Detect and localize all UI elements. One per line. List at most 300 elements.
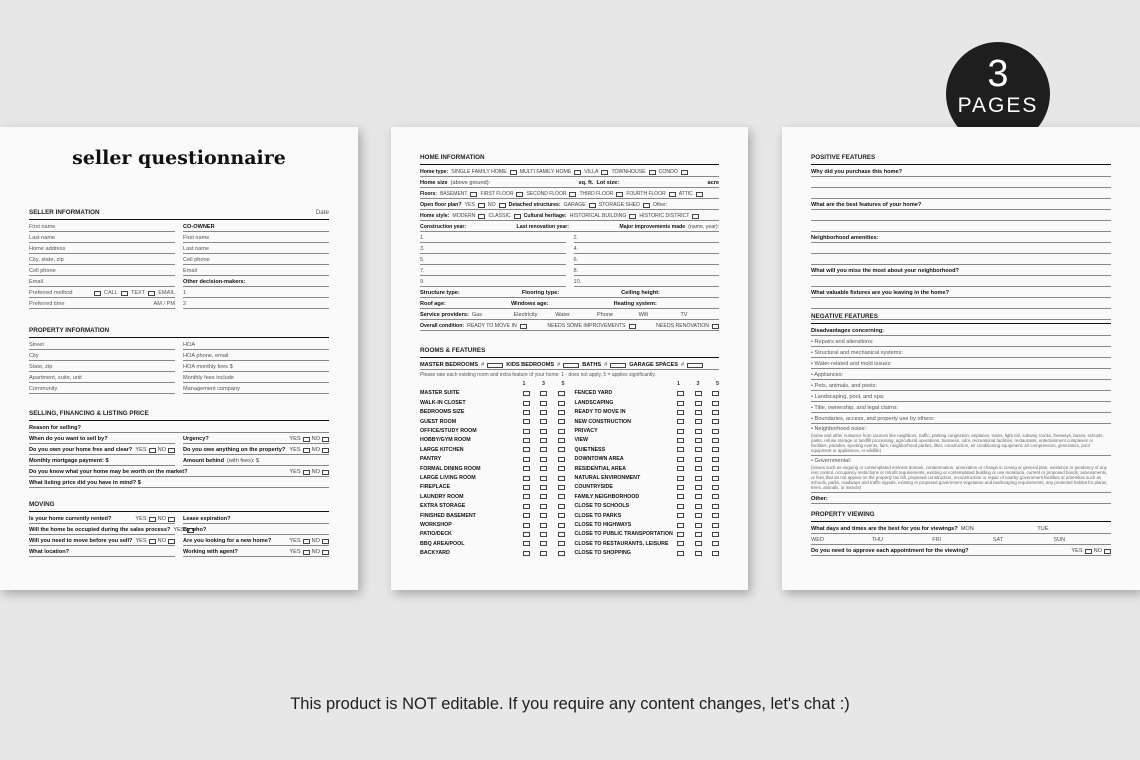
rating-checkbox[interactable] xyxy=(540,551,547,556)
rating-checkbox[interactable] xyxy=(695,513,702,518)
feature-row xyxy=(575,539,720,548)
badge-label: PAGES xyxy=(957,94,1039,117)
feature-label: FENCED YARD xyxy=(574,390,613,397)
field[interactable]: Reason for selling? xyxy=(29,422,329,433)
rating-checkbox[interactable] xyxy=(523,551,530,556)
home-size-row[interactable]: Home size (above ground): sq. ft. Lot size: acre xyxy=(420,177,719,188)
checkbox[interactable] xyxy=(478,203,485,208)
rating-checkbox[interactable] xyxy=(558,419,565,424)
feature-label: CLOSE TO SHOPPING xyxy=(574,550,631,557)
feature-label: FINISHED BASEMENT xyxy=(420,512,476,519)
improvement-line[interactable]: 6. xyxy=(574,254,720,265)
rating-checkbox[interactable] xyxy=(712,541,719,546)
checkbox[interactable] xyxy=(643,203,650,208)
checkbox[interactable] xyxy=(470,192,477,197)
improvement-line[interactable]: 10. xyxy=(574,276,720,287)
rating-note: Please rate each existing room and extra feature of your home: 1 - does not apply, 5 = applies significantly. xyxy=(420,371,656,378)
feature-label: FIREPLACE xyxy=(420,484,451,491)
field[interactable]: City, state, zip xyxy=(29,254,175,265)
governmental-label: • Governmental: xyxy=(811,457,852,464)
other-field[interactable]: Other: xyxy=(811,493,1111,504)
property-information-section xyxy=(29,327,329,394)
rating-checkbox[interactable] xyxy=(523,541,530,546)
rating-checkbox[interactable] xyxy=(677,429,684,434)
field[interactable]: Cell phone xyxy=(183,254,329,265)
rating-checkbox[interactable] xyxy=(677,457,684,462)
rating-checkbox[interactable] xyxy=(558,457,565,462)
section-heading: SELLING, FINANCING & LISTING PRICE xyxy=(29,410,329,421)
section-heading: PROPERTY VIEWING xyxy=(811,511,1111,522)
rating-checkbox[interactable] xyxy=(677,476,684,481)
feature-row xyxy=(575,483,720,492)
feature-label: WORKSHOP xyxy=(420,521,452,528)
move-before-field: Will you need to move before you sell? YES NO xyxy=(29,535,175,546)
rating-checkbox[interactable] xyxy=(712,410,719,415)
rating-checkbox[interactable] xyxy=(677,391,684,396)
rating-checkbox[interactable] xyxy=(558,438,565,443)
field[interactable]: HOA monthly fees $ xyxy=(183,361,329,372)
checkbox[interactable] xyxy=(681,170,688,175)
rating-checkbox[interactable] xyxy=(540,429,547,434)
rating-checkbox[interactable] xyxy=(695,523,702,528)
field[interactable]: First name xyxy=(29,221,175,232)
rating-checkbox[interactable] xyxy=(558,401,565,406)
agent-field: Working with agent? YES NO xyxy=(183,546,329,557)
feature-row xyxy=(575,492,720,501)
field[interactable]: Street xyxy=(29,339,175,350)
rating-checkbox[interactable] xyxy=(677,551,684,556)
checkbox[interactable] xyxy=(322,550,329,555)
field[interactable]: HOA phone, email xyxy=(183,350,329,361)
checkbox[interactable] xyxy=(303,448,310,453)
checkbox[interactable] xyxy=(692,214,699,219)
improvement-line[interactable]: 9. xyxy=(420,276,566,287)
rating-checkbox[interactable] xyxy=(523,532,530,537)
rating-checkbox[interactable] xyxy=(523,523,530,528)
rating-checkbox[interactable] xyxy=(677,438,684,443)
answer-line[interactable] xyxy=(811,243,1111,254)
structure-row[interactable]: Structure type: Flooring type: Ceiling height: xyxy=(420,287,719,298)
rating-checkbox[interactable] xyxy=(558,504,565,509)
rating-checkbox[interactable] xyxy=(677,513,684,518)
checkbox[interactable] xyxy=(94,291,101,296)
own-free-field: Do you own your home free and clear? YES NO xyxy=(29,444,175,455)
rating-checkbox[interactable] xyxy=(712,419,719,424)
rating-checkbox[interactable] xyxy=(540,494,547,499)
section-heading: SELLER INFORMATION Date xyxy=(29,209,329,220)
feature-row xyxy=(575,530,720,539)
rating-checkbox[interactable] xyxy=(695,541,702,546)
construction-row[interactable]: Construction year: Last renovation year: Major improvements made (name, year): xyxy=(420,221,719,232)
other-decision-makers-label: Other decision-makers: xyxy=(183,276,329,287)
disadvantage-line[interactable]: • Title, ownership, and legal claims: xyxy=(811,402,1111,413)
rating-checkbox[interactable] xyxy=(677,494,684,499)
rooms-count-row[interactable]: MASTER BEDROOMS # KIDS BEDROOMS # BATHS # GARAGE SPACES # xyxy=(420,359,719,370)
disadvantage-line[interactable]: • Appliances: xyxy=(811,369,1111,380)
checkbox[interactable] xyxy=(303,470,310,475)
feature-label: LARGE KITCHEN xyxy=(420,446,464,453)
improvement-line[interactable]: 7. xyxy=(420,265,566,276)
rating-checkbox[interactable] xyxy=(523,391,530,396)
feature-row xyxy=(575,502,720,511)
disadvantage-line[interactable]: • Structural and mechanical systems: xyxy=(811,347,1111,358)
question[interactable]: Why did you purchase this home? xyxy=(811,166,1111,177)
feature-label: NEW CONSTRUCTION xyxy=(574,418,631,425)
checkbox[interactable] xyxy=(149,539,156,544)
scale-header: 1 3 5 xyxy=(677,381,719,388)
rooms-grid xyxy=(420,380,719,558)
checkbox[interactable] xyxy=(478,214,485,219)
checkbox[interactable] xyxy=(322,448,329,453)
feature-row xyxy=(420,455,565,464)
checkbox[interactable] xyxy=(629,214,636,219)
rating-checkbox[interactable] xyxy=(677,504,684,509)
checkbox[interactable] xyxy=(589,203,596,208)
checkbox[interactable] xyxy=(574,170,581,175)
rating-checkbox[interactable] xyxy=(695,419,702,424)
checkbox[interactable] xyxy=(303,437,310,442)
rating-checkbox[interactable] xyxy=(695,476,702,481)
rating-checkbox[interactable] xyxy=(712,476,719,481)
field[interactable]: Community xyxy=(29,383,175,394)
feature-row xyxy=(420,445,565,454)
section-heading: PROPERTY INFORMATION xyxy=(29,327,329,338)
rating-checkbox[interactable] xyxy=(540,532,547,537)
improvement-line[interactable]: 2. xyxy=(574,232,720,243)
preferred-time-field[interactable]: Preferred time AM / PM xyxy=(29,298,175,309)
rating-checkbox[interactable] xyxy=(540,410,547,415)
rating-checkbox[interactable] xyxy=(523,494,530,499)
feature-label: PRIVACY xyxy=(574,428,598,435)
rating-checkbox[interactable] xyxy=(540,466,547,471)
disadvantage-line[interactable]: • Water-related and mold issues: xyxy=(811,358,1111,369)
rating-checkbox[interactable] xyxy=(712,523,719,528)
rating-checkbox[interactable] xyxy=(712,466,719,471)
urgency-field: Urgency? YES NO xyxy=(183,433,329,444)
rating-checkbox[interactable] xyxy=(712,447,719,452)
viewing-days-row-1[interactable]: What days and times are the best for you for viewings? MON TUE xyxy=(811,523,1111,534)
field[interactable]: What listing price did you have in mind? $ xyxy=(29,477,329,488)
checkbox[interactable] xyxy=(1085,549,1092,554)
checkbox[interactable] xyxy=(616,192,623,197)
section-heading: MOVING xyxy=(29,501,329,512)
rating-checkbox[interactable] xyxy=(677,532,684,537)
checkbox[interactable] xyxy=(149,517,156,522)
rating-checkbox[interactable] xyxy=(540,401,547,406)
feature-row xyxy=(575,427,720,436)
rating-checkbox[interactable] xyxy=(523,410,530,415)
rating-checkbox[interactable] xyxy=(712,494,719,499)
rating-checkbox[interactable] xyxy=(540,419,547,424)
rating-checkbox[interactable] xyxy=(540,513,547,518)
question[interactable]: What will you miss the most about your neighborhood? xyxy=(811,265,1111,276)
rating-checkbox[interactable] xyxy=(523,438,530,443)
checkbox[interactable] xyxy=(322,437,329,442)
rating-checkbox[interactable] xyxy=(540,504,547,509)
rating-checkbox[interactable] xyxy=(712,513,719,518)
field[interactable]: What location? xyxy=(29,546,175,557)
rating-checkbox[interactable] xyxy=(695,391,702,396)
rating-checkbox[interactable] xyxy=(558,523,565,528)
rating-checkbox[interactable] xyxy=(695,429,702,434)
feature-label: COUNTRYSIDE xyxy=(574,484,613,491)
feature-label: READY TO MOVE IN xyxy=(574,409,626,416)
checkbox[interactable] xyxy=(168,517,175,522)
selling-section xyxy=(29,410,329,488)
disadvantage-line[interactable]: • Boundaries, access, and property use by others: xyxy=(811,413,1111,424)
rating-checkbox[interactable] xyxy=(695,438,702,443)
scale-header: 1 3 5 xyxy=(522,381,565,388)
field[interactable]: Management company xyxy=(183,383,329,394)
field[interactable]: Home address xyxy=(29,243,175,254)
feature-row xyxy=(420,398,565,407)
feature-row xyxy=(575,408,720,417)
improvement-line[interactable]: 3. xyxy=(420,243,566,254)
rating-checkbox[interactable] xyxy=(540,485,547,490)
field[interactable]: Apartment, suite, unit xyxy=(29,372,175,383)
checkbox[interactable] xyxy=(148,291,155,296)
rating-checkbox[interactable] xyxy=(712,401,719,406)
rating-checkbox[interactable] xyxy=(523,504,530,509)
home-style-row: Home style: MODERN CLASSIC Cultural heritage: HISTORICAL BUILDING HISTORIC DISTRICT xyxy=(420,210,719,221)
rating-checkbox[interactable] xyxy=(558,466,565,471)
rating-checkbox[interactable] xyxy=(540,541,547,546)
checkbox[interactable] xyxy=(514,214,521,219)
improvement-line[interactable]: 5. xyxy=(420,254,566,265)
rating-checkbox[interactable] xyxy=(677,419,684,424)
rating-checkbox[interactable] xyxy=(712,391,719,396)
rating-checkbox[interactable] xyxy=(695,447,702,452)
checkbox[interactable] xyxy=(168,539,175,544)
checkbox[interactable] xyxy=(322,470,329,475)
checkbox[interactable] xyxy=(629,324,636,329)
rating-checkbox[interactable] xyxy=(712,457,719,462)
rating-checkbox[interactable] xyxy=(677,541,684,546)
open-floor-row: Open floor plan? YES NO Detached structures: GARAGE STORAGE SHED Other: xyxy=(420,199,719,210)
checkbox[interactable] xyxy=(669,192,676,197)
rating-checkbox[interactable] xyxy=(677,523,684,528)
checkbox[interactable] xyxy=(149,448,156,453)
rating-checkbox[interactable] xyxy=(695,410,702,415)
feature-label: RESIDENTIAL AREA xyxy=(574,465,627,472)
field[interactable]: Last name xyxy=(183,243,329,254)
field[interactable]: Monthly mortgage payment: $ xyxy=(29,455,175,466)
rating-checkbox[interactable] xyxy=(523,419,530,424)
feature-row xyxy=(575,417,720,426)
rating-checkbox[interactable] xyxy=(695,551,702,556)
feature-label: BBQ AREA/POOL xyxy=(420,540,465,547)
negative-features-section xyxy=(811,313,1111,504)
answer-line[interactable] xyxy=(811,221,1111,232)
feature-label: PATIO/DECK xyxy=(420,531,452,538)
feature-row xyxy=(575,511,720,520)
service-providers-row[interactable]: Service providers: Gas Electricity Water Phone Wifi TV xyxy=(420,309,719,320)
checkbox[interactable] xyxy=(303,550,310,555)
feature-row xyxy=(420,520,565,529)
checkbox[interactable] xyxy=(649,170,656,175)
field[interactable]: By who? xyxy=(183,524,329,535)
rating-checkbox[interactable] xyxy=(523,401,530,406)
checkbox[interactable] xyxy=(516,192,523,197)
feature-label: BACKYARD xyxy=(420,550,450,557)
feature-label: LAUNDRY ROOM xyxy=(420,493,464,500)
field[interactable]: City xyxy=(29,350,175,361)
rating-checkbox[interactable] xyxy=(540,523,547,528)
seller-information-section xyxy=(29,209,329,309)
rating-checkbox[interactable] xyxy=(523,513,530,518)
field[interactable]: 1 xyxy=(183,287,329,298)
answer-line[interactable] xyxy=(811,276,1111,287)
rating-checkbox[interactable] xyxy=(558,429,565,434)
rating-checkbox[interactable] xyxy=(695,401,702,406)
rating-checkbox[interactable] xyxy=(558,485,565,490)
rating-checkbox[interactable] xyxy=(695,494,702,499)
rating-checkbox[interactable] xyxy=(540,476,547,481)
rating-checkbox[interactable] xyxy=(523,485,530,490)
rating-checkbox[interactable] xyxy=(712,438,719,443)
owe-field: Do you owe anything on the property? YES NO xyxy=(183,444,329,455)
rating-checkbox[interactable] xyxy=(558,447,565,452)
positive-features-section xyxy=(811,154,1111,320)
field[interactable]: 2 xyxy=(183,298,329,309)
feature-label: CLOSE TO PUBLIC TRANSPORTATION xyxy=(574,531,673,538)
checkbox[interactable] xyxy=(569,192,576,197)
rating-checkbox[interactable] xyxy=(712,504,719,509)
rooms-right-column xyxy=(575,380,720,558)
rating-checkbox[interactable] xyxy=(677,410,684,415)
field[interactable]: Email xyxy=(29,276,175,287)
checkbox[interactable] xyxy=(1104,549,1111,554)
checkbox[interactable] xyxy=(510,170,517,175)
rating-checkbox[interactable] xyxy=(540,438,547,443)
answer-line[interactable] xyxy=(811,254,1111,265)
rating-checkbox[interactable] xyxy=(695,457,702,462)
rating-checkbox[interactable] xyxy=(677,401,684,406)
feature-label: FAMILY NEIGHBORHOOD xyxy=(574,493,640,500)
field[interactable]: Lease expiration? xyxy=(183,513,329,524)
improvement-line[interactable]: 4. xyxy=(574,243,720,254)
feature-row xyxy=(575,455,720,464)
rating-checkbox[interactable] xyxy=(523,476,530,481)
field[interactable]: HOA xyxy=(183,339,329,350)
disadvantage-line[interactable]: • Landscaping, pool, and spa: xyxy=(811,391,1111,402)
answer-line[interactable] xyxy=(811,177,1111,188)
feature-row xyxy=(420,464,565,473)
rating-checkbox[interactable] xyxy=(540,457,547,462)
occupied-field: Will the home be occupied during the sales process? YES xyxy=(29,524,175,535)
checkbox[interactable] xyxy=(696,192,703,197)
disadvantage-line[interactable]: • Pets, animals, and pests: xyxy=(811,380,1111,391)
answer-line[interactable] xyxy=(811,188,1111,199)
rating-checkbox[interactable] xyxy=(558,391,565,396)
improvement-line[interactable]: 8. xyxy=(574,265,720,276)
rating-checkbox[interactable] xyxy=(695,485,702,490)
roof-row[interactable]: Roof age: Windows age: Heating system: xyxy=(420,298,719,309)
improvement-line[interactable]: 1. xyxy=(420,232,566,243)
feature-label: EXTRA STORAGE xyxy=(420,503,466,510)
checkbox[interactable] xyxy=(499,203,506,208)
checkbox[interactable] xyxy=(121,291,128,296)
floors-row: Floors: BASEMENT FIRST FLOOR SECOND FLOOR THIRD FLOOR FOURTH FLOOR ATTIC xyxy=(420,188,719,199)
feature-row xyxy=(575,389,720,398)
question[interactable]: What are the best features of your home? xyxy=(811,199,1111,210)
field[interactable]: Monthly fees include xyxy=(183,372,329,383)
rating-checkbox[interactable] xyxy=(712,551,719,556)
feature-row xyxy=(420,389,565,398)
checkbox[interactable] xyxy=(168,448,175,453)
feature-row xyxy=(420,511,565,520)
checkbox[interactable] xyxy=(520,324,527,329)
rating-checkbox[interactable] xyxy=(558,476,565,481)
viewing-days-row-2[interactable]: WED THU FRI SAT SUN xyxy=(811,534,1111,545)
rating-checkbox[interactable] xyxy=(558,541,565,546)
feature-row xyxy=(575,464,720,473)
disadvantage-line[interactable]: • Repairs and alterations: xyxy=(811,336,1111,347)
feature-row xyxy=(420,483,565,492)
feature-label: LARGE LIVING ROOM xyxy=(420,474,476,481)
answer-line[interactable] xyxy=(811,210,1111,221)
feature-label: CLOSE TO HIGHWAYS xyxy=(574,521,632,528)
field[interactable]: State, zip xyxy=(29,361,175,372)
rating-checkbox[interactable] xyxy=(523,457,530,462)
preferred-method-field: Preferred method CALL TEXT EMAIL xyxy=(29,287,175,298)
rating-checkbox[interactable] xyxy=(712,429,719,434)
noise-label: • Neighborhood noise: xyxy=(811,425,867,432)
question[interactable]: Neighborhood amenities: xyxy=(811,232,1111,243)
field[interactable]: Email xyxy=(183,265,329,276)
feature-label: FORMAL DINING ROOM xyxy=(420,465,481,472)
answer-line[interactable] xyxy=(811,298,1111,309)
rating-checkbox[interactable] xyxy=(558,513,565,518)
section-heading: ROOMS & FEATURES xyxy=(420,347,719,358)
rating-checkbox[interactable] xyxy=(558,410,565,415)
rating-checkbox[interactable] xyxy=(695,504,702,509)
rating-checkbox[interactable] xyxy=(558,532,565,537)
rating-checkbox[interactable] xyxy=(523,466,530,471)
checkbox[interactable] xyxy=(712,324,719,329)
rating-checkbox[interactable] xyxy=(540,391,547,396)
rating-checkbox[interactable] xyxy=(558,494,565,499)
rating-checkbox[interactable] xyxy=(712,485,719,490)
checkbox[interactable] xyxy=(601,170,608,175)
field[interactable]: First name xyxy=(183,232,329,243)
rating-checkbox[interactable] xyxy=(677,447,684,452)
rating-checkbox[interactable] xyxy=(677,466,684,471)
rating-checkbox[interactable] xyxy=(540,447,547,452)
rating-checkbox[interactable] xyxy=(677,485,684,490)
rating-checkbox[interactable] xyxy=(523,447,530,452)
rating-checkbox[interactable] xyxy=(695,466,702,471)
field[interactable]: When do you want to sell by? xyxy=(29,433,175,444)
feature-row xyxy=(420,436,565,445)
feature-row xyxy=(420,549,565,558)
worth-field: Do you know what your home may be worth on the market? YES NO xyxy=(29,466,329,477)
checkbox[interactable] xyxy=(322,539,329,544)
feature-label: CLOSE TO PARKS xyxy=(574,512,622,519)
home-type-row: Home type: SINGLE FAMILY HOME MULTI FAMILY HOME VILLA TOWNHOUSE CONDO xyxy=(420,166,719,177)
question[interactable]: What valuable fixtures are you leaving in the home? xyxy=(811,287,1111,298)
moving-section xyxy=(29,501,329,557)
rating-checkbox[interactable] xyxy=(558,551,565,556)
feature-label: GUEST ROOM xyxy=(420,418,457,425)
field[interactable]: Cell phone xyxy=(29,265,175,276)
amount-behind-field[interactable]: Amount behind (with fees): $ xyxy=(183,455,329,466)
checkbox[interactable] xyxy=(303,539,310,544)
rating-checkbox[interactable] xyxy=(523,429,530,434)
rating-checkbox[interactable] xyxy=(695,532,702,537)
field[interactable]: Last name xyxy=(29,232,175,243)
rating-checkbox[interactable] xyxy=(712,532,719,537)
